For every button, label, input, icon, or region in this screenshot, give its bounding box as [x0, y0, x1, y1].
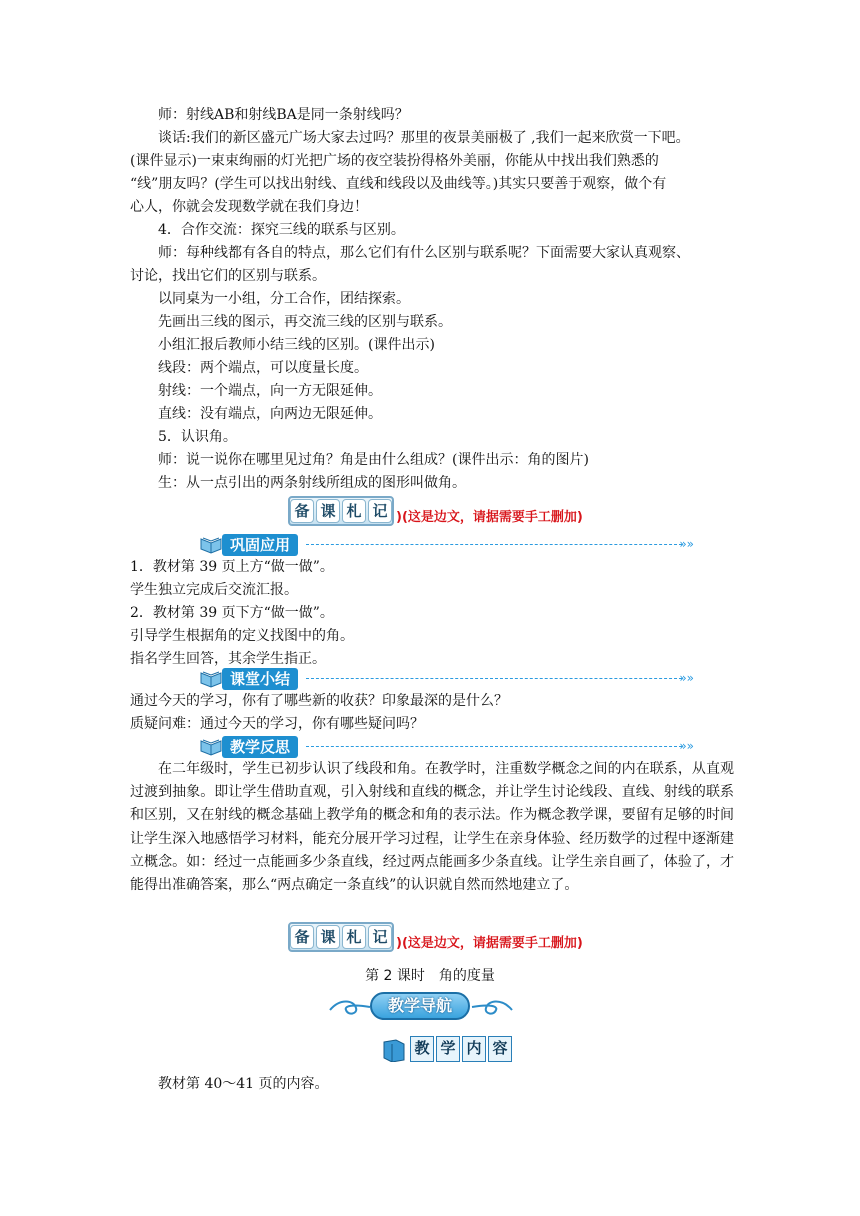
dashed-divider: [306, 746, 682, 747]
badge-char: 备: [290, 925, 314, 949]
double-arrow-icon: »»: [679, 671, 694, 685]
text-line: 质疑问难：通过今天的学习，你有哪些疑问吗？: [130, 716, 424, 732]
lesson-title: 第 2 课时 角的度量: [365, 968, 495, 984]
text-line: 师：射线AB和射线BA是同一条射线吗？: [158, 107, 409, 123]
text-line: 通过今天的学习，你有了哪些新的收获？印象最深的是什么？: [130, 693, 508, 709]
section-title: 教学反思: [222, 736, 298, 758]
list-item: 2．教材第 39 页下方“做一做”。: [130, 605, 334, 621]
section-header-summary: [200, 666, 694, 692]
reflection-paragraph: [130, 758, 734, 897]
heading-char: 容: [488, 1036, 512, 1062]
lesson-notes-badge: [288, 922, 583, 952]
dashed-divider: [306, 544, 682, 545]
text-line: 生：从一点引出的两条射线所组成的图形叫做角。: [158, 475, 466, 491]
text-line: (课件显示)一束束绚丽的灯光把广场的夜空装扮得格外美丽，你能从中找出我们熟悉的: [130, 153, 659, 169]
banner-title: 教学导航: [370, 992, 470, 1020]
heading-char: 学: [436, 1036, 460, 1062]
text-line: 心人，你就会发现数学就在我们身边！: [130, 199, 368, 215]
badge-char: 札: [342, 499, 366, 523]
step-title: 4．合作交流：探究三线的联系与区别。: [158, 222, 405, 238]
text-line: 师：说一说你在哪里见过角？角是由什么组成？(课件出示：角的图片): [158, 452, 589, 468]
book-icon: [200, 535, 222, 555]
section-title: 巩固应用: [222, 534, 298, 556]
badge-char: 记: [368, 925, 392, 949]
text-line: 小组汇报后教师小结三线的区别。(课件出示): [158, 337, 435, 353]
book-icon: [200, 737, 222, 757]
dashed-divider: [306, 678, 682, 679]
section-header-reflection: [200, 734, 694, 760]
list-item: 引导学生根据角的定义找图中的角。: [130, 628, 354, 644]
book-icon: [382, 1038, 406, 1062]
paragraph-text: 在二年级时，学生已初步认识了线段和角。在教学时，注重数学概念之间的内在联系，从直观过渡到抽象。即让学生借助直观，引入射线和直线的概念，并让学生讨论线段、直线、射线的联系和区别，又在射线的概念基础上教学角的概念和角的表示法。作为概念教学课，要留有足够的时间让学生深入地感悟学习材料，能充分展开学习过程，让学生在亲身体验、经历数学的过程中逐渐建立概念。如：经过一点能画多少条直线，经过两点能画多少条直线。让学生亲自画了，体验了，才能得出准确答案，那么“两点确定一条直线”的认识就自然而然地建立了。: [130, 761, 734, 894]
list-item: 学生独立完成后交流汇报。: [130, 582, 298, 598]
definition-line: 直线：没有端点，向两边无限延伸。: [158, 406, 382, 422]
margin-note: )(这是边文，请据需要手工删加): [396, 510, 583, 525]
heading-char: 教: [410, 1036, 434, 1062]
text-line: “线”朋友吗？(学生可以找出射线、直线和线段以及曲线等。)其实只要善于观察，做个有: [130, 176, 667, 192]
list-item: 1．教材第 39 页上方“做一做”。: [130, 559, 334, 575]
text-line: 以同桌为一小组，分工合作，团结探索。: [158, 291, 410, 307]
lesson-notes-box: [288, 922, 394, 952]
list-item: 指名学生回答，其余学生指正。: [130, 651, 326, 667]
double-arrow-icon: »»: [679, 537, 694, 551]
text-line: 讨论，找出它们的区别与联系。: [130, 268, 326, 284]
badge-char: 课: [316, 499, 340, 523]
definition-segment: 线段：两个端点，可以度量长度。: [158, 360, 368, 376]
text-line: 教材第 40～41 页的内容。: [158, 1076, 329, 1092]
lesson-notes-badge: [288, 496, 583, 526]
book-icon: [200, 669, 222, 689]
heading-boxes: [410, 1036, 512, 1062]
section-header-content: [382, 1036, 522, 1064]
text-line: 先画出三线的图示，再交流三线的区别与联系。: [158, 314, 452, 330]
teaching-nav-banner: [326, 990, 516, 1022]
text-line: 师：每种线都有各自的特点，那么它们有什么区别与联系呢？下面需要大家认真观察、: [158, 245, 690, 261]
step-title: 5．认识角。: [158, 429, 237, 445]
lesson-notes-box: [288, 496, 394, 526]
heading-char: 内: [462, 1036, 486, 1062]
section-header-consolidate: [200, 532, 694, 558]
badge-char: 札: [342, 925, 366, 949]
badge-char: 记: [368, 499, 392, 523]
badge-char: 课: [316, 925, 340, 949]
double-arrow-icon: »»: [679, 739, 694, 753]
text-line: 谈话:我们的新区盛元广场大家去过吗？那里的夜景美丽极了 ,我们一起来欣赏一下吧。: [158, 130, 690, 146]
margin-note: )(这是边文，请据需要手工删加): [396, 936, 583, 951]
section-title: 课堂小结: [222, 668, 298, 690]
badge-char: 备: [290, 499, 314, 523]
definition-ray: 射线：一个端点，向一方无限延伸。: [158, 383, 382, 399]
